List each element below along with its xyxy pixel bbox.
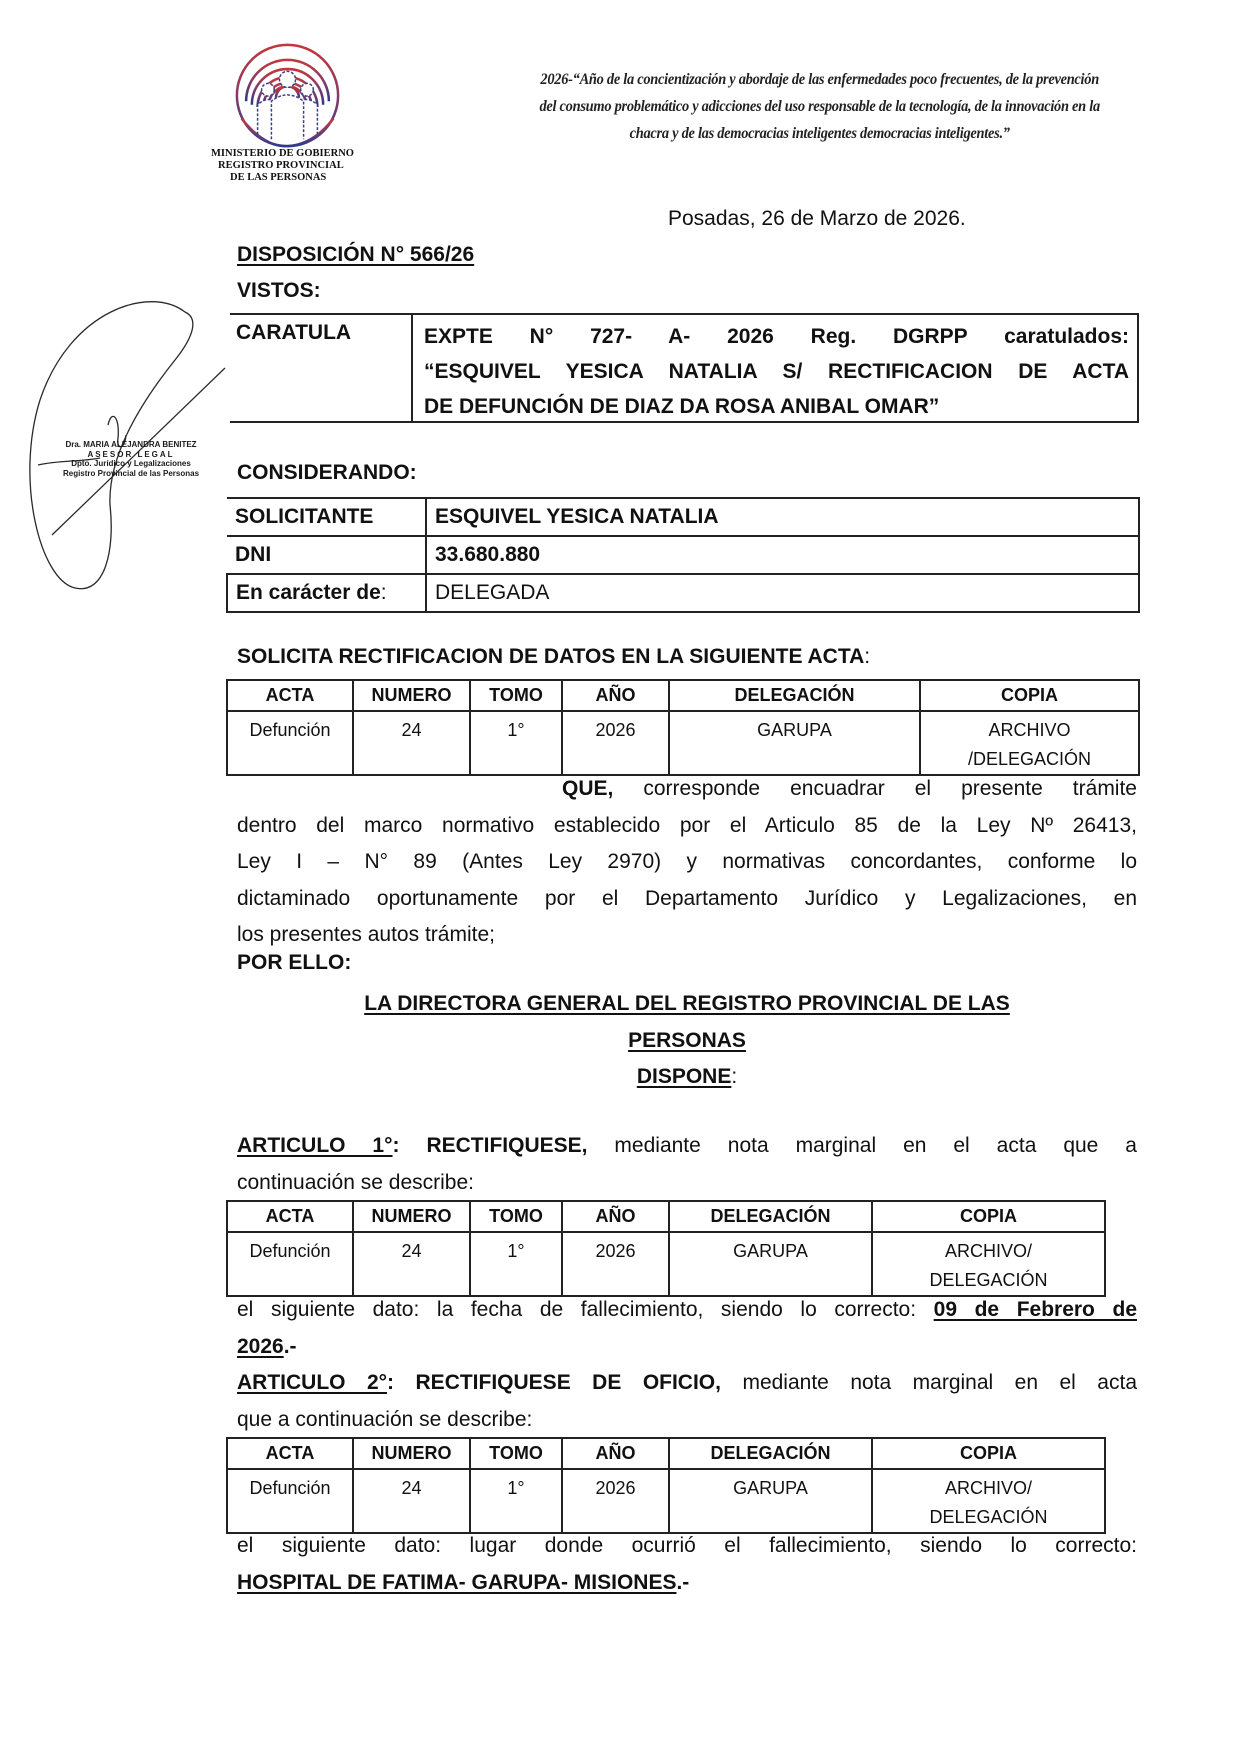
role-value: DELEGADA xyxy=(426,574,1139,612)
que-paragraph: QUE, corresponde encuadrar el presente trámite dentro del marco normativo establecido por el Articulo 85 de la Ley Nº 26413, Ley I – N° 89 (Antes Ley 2970) y normativas concordantes, conforme lo dictaminado oportunamente por el Departamento Jurídico y Legalizaciones, en los presentes autos trámite; xyxy=(237,777,1137,946)
cell-delegacion: GARUPA xyxy=(669,1469,872,1533)
cell-copia: ARCHIVO/ DELEGACIÓN xyxy=(872,1232,1105,1296)
col-tomo: TOMO xyxy=(470,680,562,711)
cell-copia: ARCHIVO /DELEGACIÓN xyxy=(920,711,1139,775)
articulo-1-result: el siguiente dato: la fecha de fallecimiento, siendo lo correcto: 09 de Febrero de 2026.- xyxy=(237,1298,1137,1358)
caratula-box xyxy=(230,313,1139,423)
table-row xyxy=(227,536,1139,574)
articulo-2-result: el siguiente dato: lugar donde ocurrió el fallecimiento, siendo lo correcto: HOSPITAL DE FATIMA- GARUPA- MISIONES.- xyxy=(237,1534,1137,1594)
col-acta: ACTA xyxy=(227,1201,353,1232)
col-numero: NUMERO xyxy=(353,1201,470,1232)
articulo-1: ARTICULO 1°: RECTIFIQUESE, mediante nota marginal en el acta que a continuación se describe: xyxy=(237,1134,1137,1194)
col-numero: NUMERO xyxy=(353,680,470,711)
caratula-line: “ESQUIVEL YESICA NATALIA S/ RECTIFICACION DE ACTA xyxy=(424,360,1129,383)
acta-table-articulo-1 xyxy=(226,1200,1106,1297)
col-delegacion: DELEGACIÓN xyxy=(669,680,920,711)
cell-tomo: 1° xyxy=(470,1469,562,1533)
col-copia: COPIA xyxy=(872,1201,1105,1232)
col-delegacion: DELEGACIÓN xyxy=(669,1438,872,1469)
cell-delegacion: GARUPA xyxy=(669,711,920,775)
articulo-2: ARTICULO 2°: RECTIFIQUESE DE OFICIO, mediante nota marginal en el acta que a continuación se describe: xyxy=(237,1371,1137,1431)
cell-anio: 2026 xyxy=(562,1232,669,1296)
acta-table-articulo-2 xyxy=(226,1437,1106,1534)
cell-acta: Defunción xyxy=(227,1232,353,1296)
table-row xyxy=(227,1469,1105,1533)
applicant-table xyxy=(226,497,1140,613)
cell-numero: 24 xyxy=(353,1232,470,1296)
role-label: En carácter de: xyxy=(227,574,426,612)
cell-numero: 24 xyxy=(353,1469,470,1533)
col-tomo: TOMO xyxy=(470,1201,562,1232)
logo-line-ministry: MINISTERIO DE GOBIERNO xyxy=(211,148,354,159)
cell-acta: Defunción xyxy=(227,711,353,775)
stamp-title: ASESOR LEGAL xyxy=(87,449,175,459)
col-anio: AÑO xyxy=(562,1201,669,1232)
applicant-label: SOLICITANTE xyxy=(227,498,426,536)
col-acta: ACTA xyxy=(227,1438,353,1469)
disposition-number: DISPOSICIÓN N° 566/26 xyxy=(237,243,475,266)
signature-stamp xyxy=(0,290,230,600)
year-motto xyxy=(470,66,1169,147)
vistos-heading: VISTOS: xyxy=(237,279,321,302)
table-row xyxy=(227,711,1139,775)
logo-line-registry: REGISTRO PROVINCIAL xyxy=(218,160,344,171)
caratula-line: DE DEFUNCIÓN DE DIAZ DA ROSA ANIBAL OMAR” xyxy=(424,395,940,418)
col-numero: NUMERO xyxy=(353,1438,470,1469)
table-row xyxy=(227,1232,1105,1296)
directora-heading: LA DIRECTORA GENERAL DEL REGISTRO PROVINCIAL DE LAS PERSONAS DISPONE: xyxy=(364,992,1010,1088)
cell-anio: 2026 xyxy=(562,1469,669,1533)
motto-line: 2026-“Año de la concientización y abordaje de las enfermedades poco frecuentes, de la prevención xyxy=(540,71,1099,88)
caratula-line: EXPTE N° 727- A- 2026 Reg. DGRPP caratulados: xyxy=(424,325,1129,348)
caratula-label: CARATULA xyxy=(230,315,413,421)
stamp-name: Dra. MARIA ALEJANDRA BENITEZ xyxy=(65,440,197,449)
table-header-row xyxy=(227,1201,1105,1232)
col-copia: COPIA xyxy=(920,680,1139,711)
fingerprint-people-logo-icon xyxy=(230,38,345,153)
col-anio: AÑO xyxy=(562,1438,669,1469)
table-row xyxy=(227,574,1139,612)
considerando-heading: CONSIDERANDO: xyxy=(237,461,417,484)
cell-anio: 2026 xyxy=(562,711,669,775)
acta-table-request xyxy=(226,679,1140,776)
col-delegacion: DELEGACIÓN xyxy=(669,1201,872,1232)
cell-tomo: 1° xyxy=(470,1232,562,1296)
cell-copia: ARCHIVO/ DELEGACIÓN xyxy=(872,1469,1105,1533)
cell-acta: Defunción xyxy=(227,1469,353,1533)
cell-tomo: 1° xyxy=(470,711,562,775)
col-anio: AÑO xyxy=(562,680,669,711)
col-copia: COPIA xyxy=(872,1438,1105,1469)
table-header-row xyxy=(227,680,1139,711)
por-ello-heading: POR ELLO: xyxy=(237,951,352,974)
dni-value: 33.680.880 xyxy=(426,536,1139,574)
table-header-row xyxy=(227,1438,1105,1469)
stamp-department: Dpto. Jurídico y Legalizaciones xyxy=(71,459,191,468)
cell-delegacion: GARUPA xyxy=(669,1232,872,1296)
col-acta: ACTA xyxy=(227,680,353,711)
document-date: Posadas, 26 de Marzo de 2026. xyxy=(668,207,966,230)
col-tomo: TOMO xyxy=(470,1438,562,1469)
caratula-value xyxy=(413,315,1137,421)
applicant-value: ESQUIVEL YESICA NATALIA xyxy=(426,498,1139,536)
motto-line: del consumo problemático y adicciones del uso responsable de la tecnología, de la innovación en la xyxy=(539,98,1100,115)
cell-numero: 24 xyxy=(353,711,470,775)
request-heading: SOLICITA RECTIFICACION DE DATOS EN LA SIGUIENTE ACTA: xyxy=(237,645,871,668)
dni-label: DNI xyxy=(227,536,426,574)
stamp-office: Registro Provincial de las Personas xyxy=(62,468,200,478)
motto-line: chacra y de las democracias inteligentes democracias inteligentes.” xyxy=(629,125,1010,142)
logo-line-persons: DE LAS PERSONAS xyxy=(230,172,327,183)
table-row xyxy=(227,498,1139,536)
